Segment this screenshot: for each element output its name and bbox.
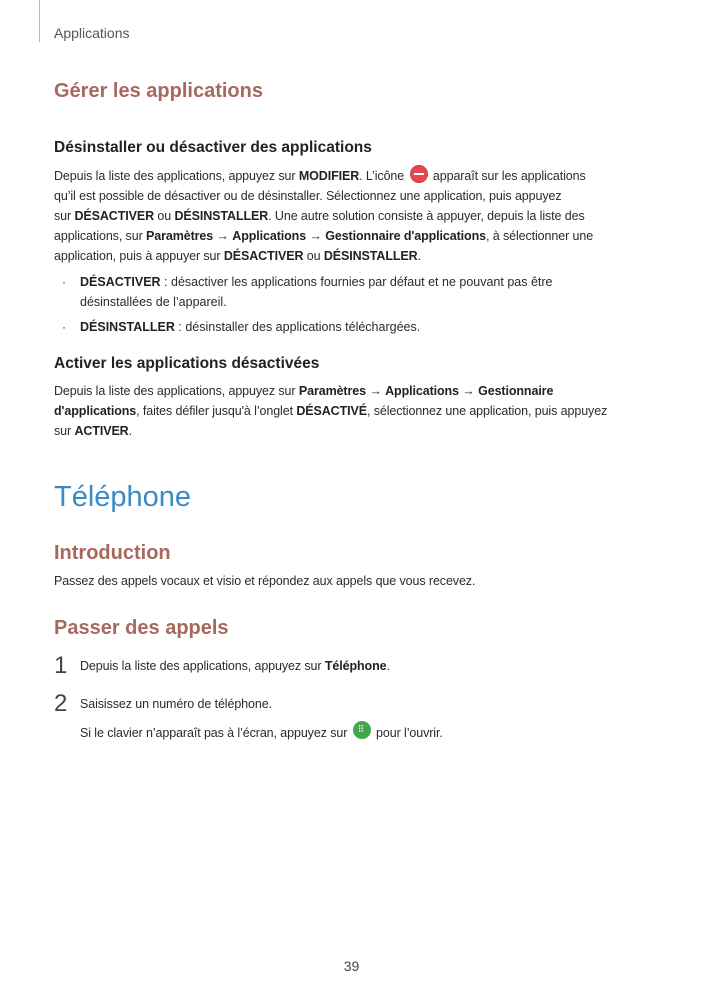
applications-term: Applications <box>232 229 307 243</box>
list-item <box>54 317 654 337</box>
text: applications, sur <box>54 229 146 243</box>
text: Depuis la liste des applications, appuyez sur <box>54 169 299 183</box>
list-item <box>54 272 654 312</box>
step-item <box>54 690 654 743</box>
page-number: 39 <box>343 958 360 974</box>
text: apparaît sur les applications <box>429 169 586 183</box>
text: sur <box>54 209 75 223</box>
bullet-text: : désinstaller des applications téléchargées. <box>174 320 421 334</box>
enable-heading: Activer les applications désactivées <box>54 355 320 372</box>
bullet-term: DÉSACTIVER <box>80 275 161 289</box>
step-number: 2 <box>54 690 68 717</box>
gestionnaire-term: d'applications <box>54 404 137 418</box>
arrow: → <box>213 229 233 243</box>
step-text: Si le clavier n’apparaît pas à l’écran, appuyez sur <box>80 726 351 740</box>
desactiver-term: DÉSACTIVER <box>74 209 155 223</box>
phone-chapter-title: Téléphone <box>54 481 192 513</box>
dialpad-icon <box>353 721 371 739</box>
content <box>54 80 654 743</box>
text: . <box>417 249 421 263</box>
uninstall-bullets <box>54 272 654 337</box>
calls-heading: Passer des appels <box>54 617 229 639</box>
parametres-term: Paramètres <box>146 229 214 243</box>
minus-circle-icon <box>410 165 428 183</box>
running-header: Applications <box>54 25 130 41</box>
text: sur <box>54 424 75 438</box>
step-item <box>54 652 654 679</box>
desactiver-term: DÉSACTIVER <box>223 249 304 263</box>
text: ou <box>154 209 175 223</box>
arrow: → <box>365 384 386 398</box>
enable-paragraph <box>54 381 654 441</box>
step-text: Saisissez un numéro de téléphone. <box>80 697 272 711</box>
modifier-term: MODIFIER <box>298 169 360 183</box>
text: . Une autre solution consiste à appuyer, depuis la liste des <box>268 209 585 223</box>
text: application, puis à appuyer sur <box>54 249 224 263</box>
bullet-term: DÉSINSTALLER <box>80 320 175 334</box>
desinstaller-term: DÉSINSTALLER <box>323 249 418 263</box>
parametres-term: Paramètres <box>298 384 366 398</box>
gestionnaire-term: Gestionnaire d'applications <box>325 229 486 243</box>
text: Depuis la liste des applications, appuyez sur <box>54 384 299 398</box>
step-number: 1 <box>54 652 68 679</box>
telephone-term: Téléphone <box>324 659 387 673</box>
uninstall-heading: Désinstaller ou désactiver des applications <box>54 139 372 156</box>
text: , faites défiler jusqu'à l’onglet <box>136 404 297 418</box>
intro-text: Passez des appels vocaux et visio et répondez aux appels que vous recevez. <box>54 574 476 588</box>
gestionnaire-term: Gestionnaire <box>478 384 554 398</box>
uninstall-paragraph <box>54 165 654 266</box>
text: , à sélectionner une <box>485 229 594 243</box>
calls-steps <box>54 652 654 743</box>
step-text: pour l’ouvrir. <box>372 726 443 740</box>
bullet-icon: · <box>62 320 66 334</box>
text: qu’il est possible de désactiver ou de désinstaller. Sélectionnez une application, puis appuyez <box>54 189 562 203</box>
text: , sélectionnez une application, puis appuyez <box>366 404 608 418</box>
desinstaller-term: DÉSINSTALLER <box>174 209 269 223</box>
margin-line <box>39 0 40 42</box>
step-text: Depuis la liste des applications, appuyez sur <box>80 659 325 673</box>
intro-heading: Introduction <box>54 542 171 564</box>
text: . <box>128 424 132 438</box>
bullet-text: : désactiver les applications fournies par défaut et ne pouvant pas être <box>160 275 553 289</box>
arrow: → <box>458 384 479 398</box>
text: . <box>386 659 390 673</box>
arrow: → <box>306 229 326 243</box>
activer-term: ACTIVER <box>74 424 129 438</box>
bullet-icon: · <box>62 275 66 289</box>
bullet-text: désinstallées de l’appareil. <box>80 295 227 309</box>
text: . L’icône <box>359 169 408 183</box>
manage-apps-heading: Gérer les applications <box>54 80 263 102</box>
text: ou <box>303 249 324 263</box>
applications-term: Applications <box>385 384 459 398</box>
desactive-term: DÉSACTIVÉ <box>296 404 367 418</box>
